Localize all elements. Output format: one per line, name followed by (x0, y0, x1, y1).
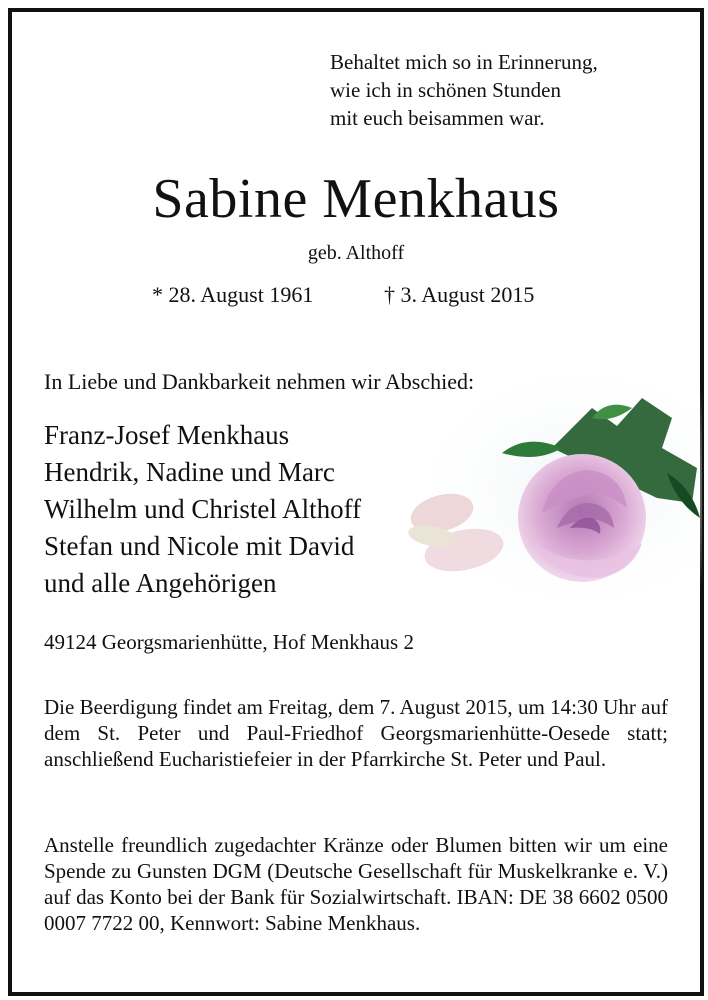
mourner-entry: Franz-Josef Menkhaus (44, 420, 290, 450)
donation-request: Anstelle freundlich zugedachter Kränze oder Blumen bitten wir um eine Spende zu Gunsten DGM (Deutsche Gesellschaft für Muskelkranke e. V.) auf das Konto bei der Bank für Sozialwirtschaft. IBAN: DE 38 6602 0500 0007 7722 00, Kennwort: Sabine Menkhaus. (44, 833, 668, 935)
obituary-frame (8, 8, 704, 996)
maiden-name: geb. Althoff (307, 242, 405, 264)
birth-date: * 28. August 1961 (152, 282, 314, 307)
mourner-entry: und alle Angehörigen (44, 568, 277, 598)
quote-line: Behaltet mich so in Erinnerung, (330, 50, 598, 74)
mourners-list (44, 417, 361, 602)
mourner-entry: Wilhelm und Christel Althoff (44, 494, 362, 524)
rose-illustration (402, 378, 702, 598)
memorial-quote (330, 48, 598, 132)
deceased-name: Sabine Menkhaus (152, 168, 560, 230)
farewell-intro: In Liebe und Dankbarkeit nehmen wir Abschied: (44, 369, 475, 394)
family-address: 49124 Georgsmarienhütte, Hof Menkhaus 2 (44, 630, 414, 654)
death-date: † 3. August 2015 (384, 282, 535, 307)
quote-line: mit euch beisammen war. (330, 106, 545, 130)
quote-line: wie ich in schönen Stunden (330, 78, 561, 102)
funeral-details: Die Beerdigung findet am Freitag, dem 7. August 2015, um 14:30 Uhr auf dem St. Peter und Paul-Friedhof Georgsmarienhütte-Oesede statt; anschließend Eucharistiefeier in der Pfarrkirche St. Peter und Paul. (44, 695, 668, 771)
mourner-entry: Stefan und Nicole mit David (44, 531, 355, 561)
mourner-entry: Hendrik, Nadine und Marc (44, 457, 335, 487)
